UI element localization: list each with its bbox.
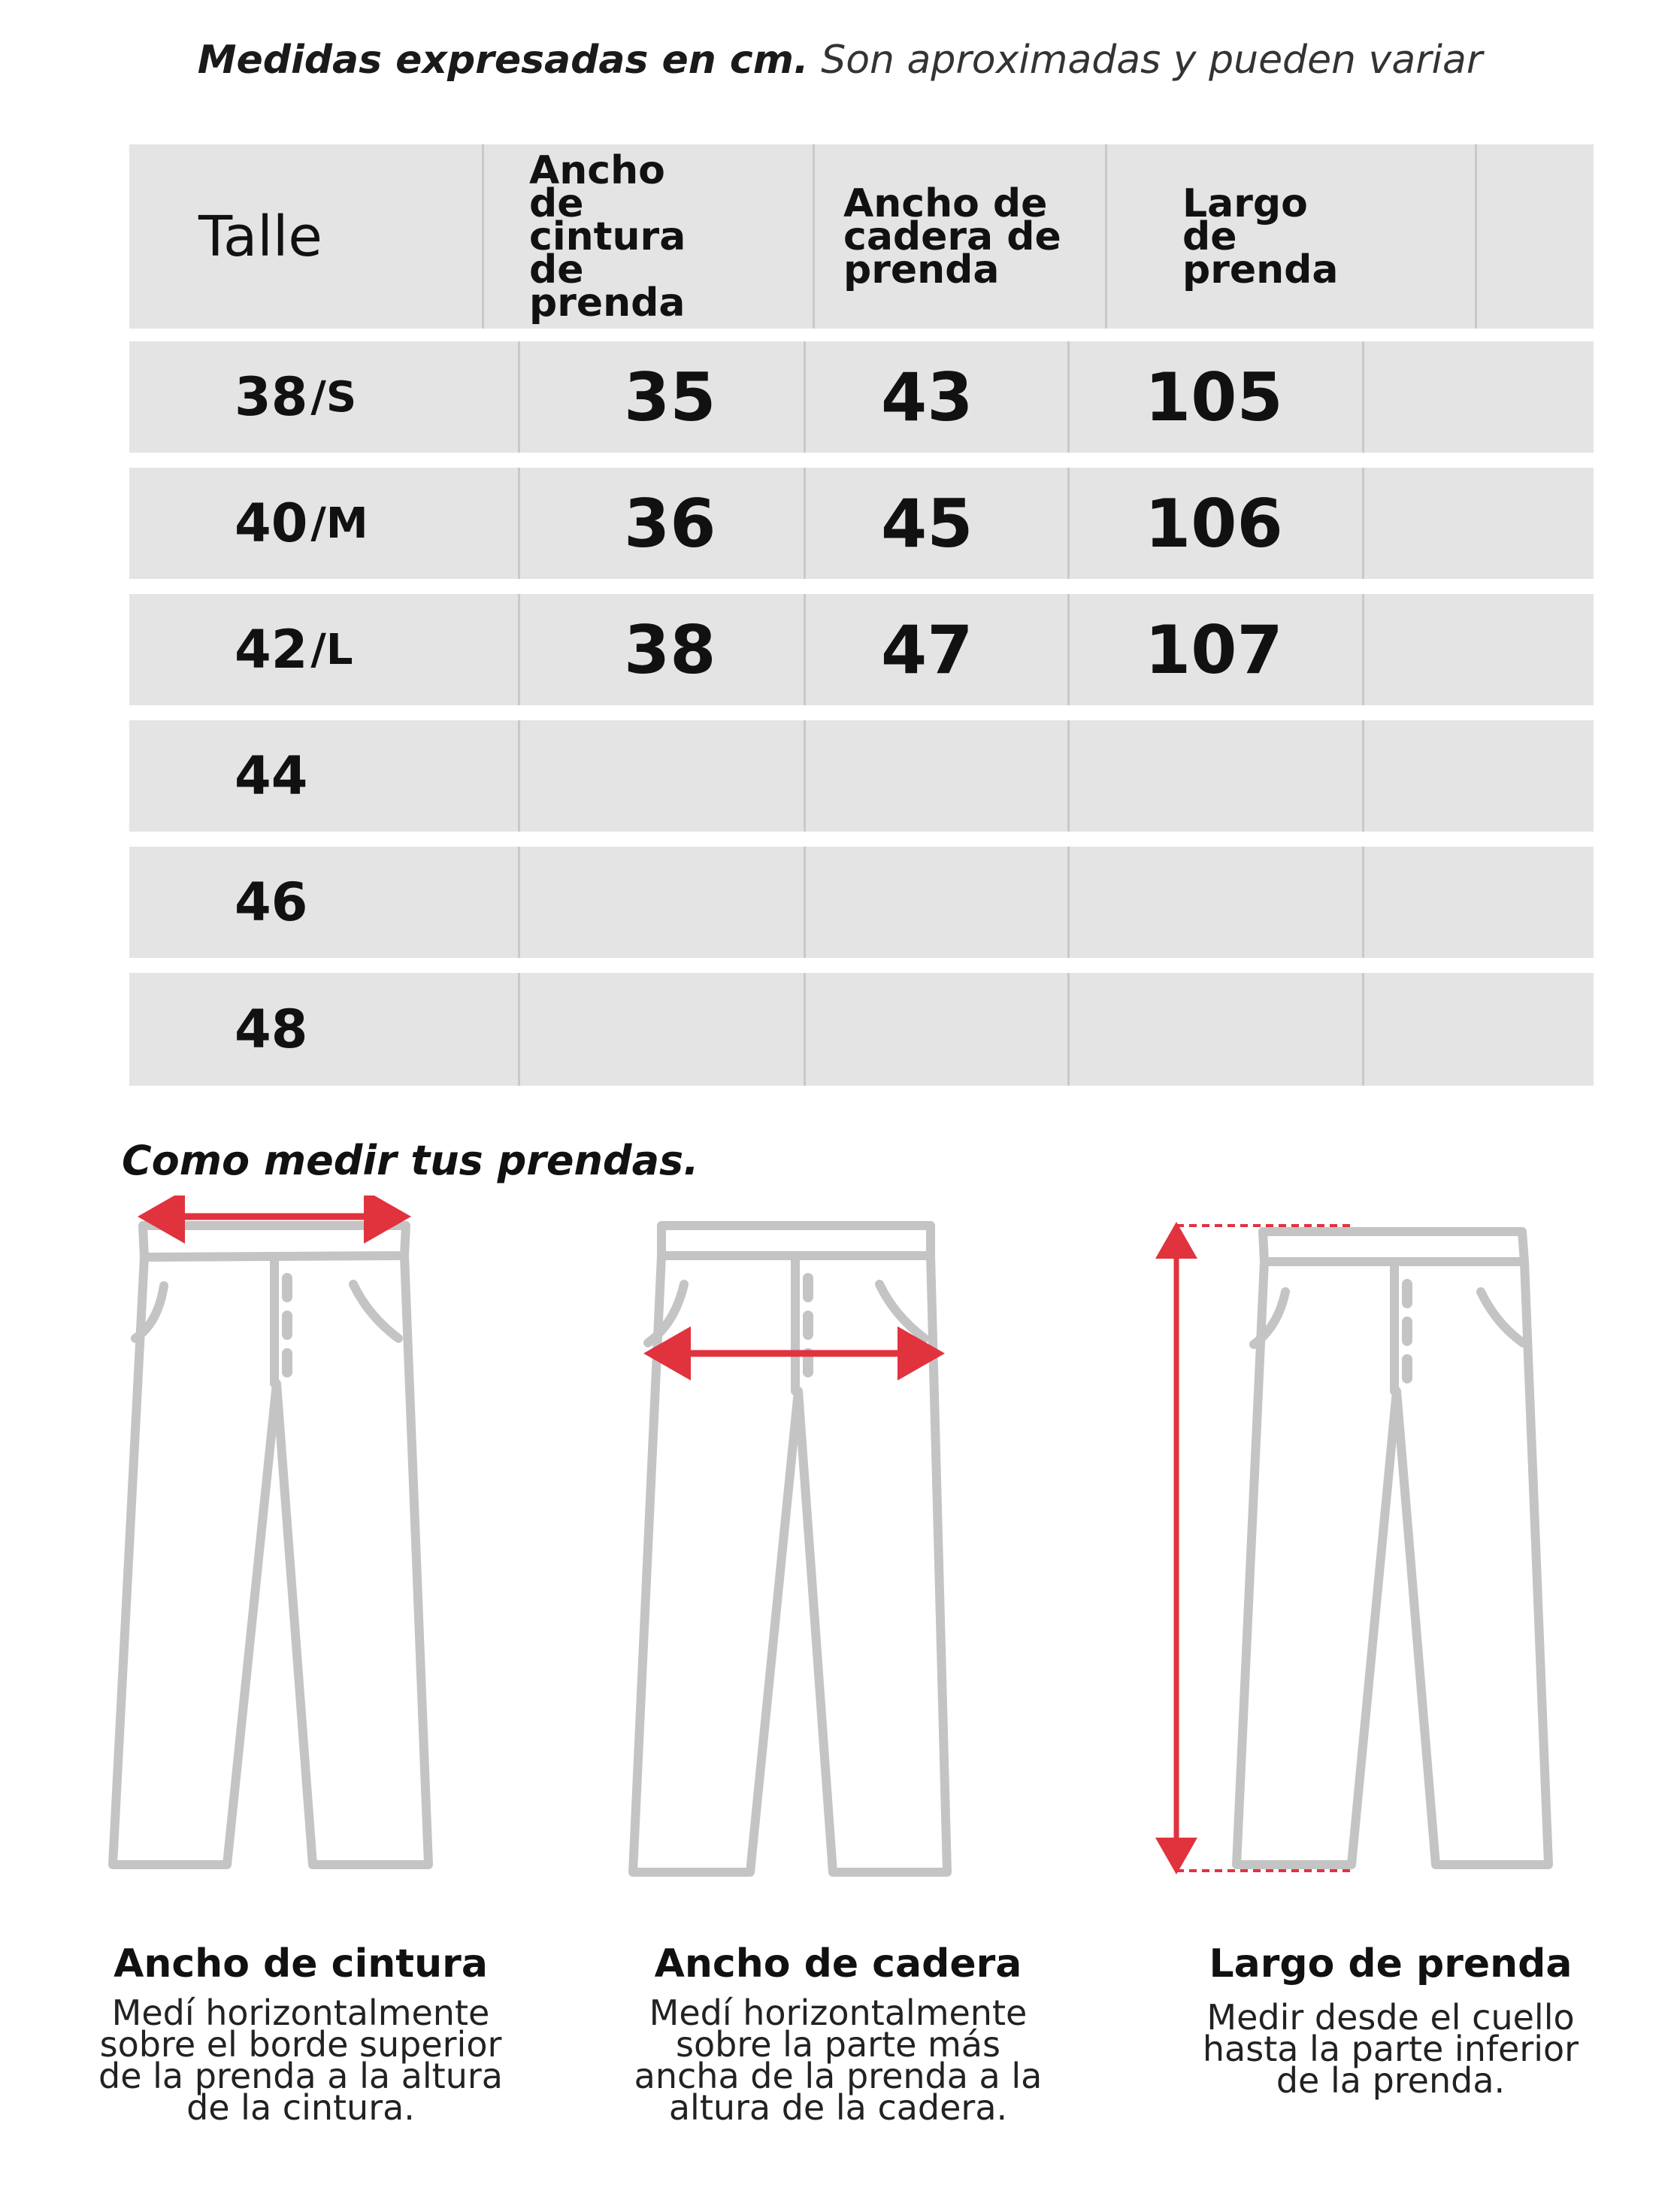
size-cell: 46 [235,871,308,933]
extra-cell [1362,468,1594,579]
waist-cell: 35 [518,341,804,453]
header-talle: Talle [198,204,322,269]
caption-length: Largo de prenda Medir desde el cuello hasta la parte inferior de la prenda. [1202,1941,1579,2101]
hip-cell [804,973,1067,1086]
waist-cell [518,973,804,1086]
table-row [129,720,1594,832]
measurement-note: Medidas expresadas en cm. Son aproximadas y pueden variar [197,38,1483,83]
hip-cell: 47 [804,594,1067,705]
length-cell [1067,973,1362,1086]
waist-cell: 38 [518,594,804,705]
extra-cell [1362,847,1594,958]
table-row [129,847,1594,958]
table-row [129,468,1594,579]
length-cell [1067,720,1362,832]
header-waist: Ancho de cintura de prenda [482,144,813,329]
extra-cell [1362,341,1594,453]
pants-waist-icon [113,1226,428,1865]
length-cell: 106 [1067,468,1362,579]
header-length: Largo de prenda [1105,144,1475,329]
size-cell: 48 [235,999,308,1060]
length-cell: 105 [1067,341,1362,453]
header-extra [1475,144,1594,329]
size-cell: 40 /M [235,492,368,554]
length-cell: 107 [1067,594,1362,705]
table-row [129,594,1594,705]
pants-length-icon [1237,1232,1548,1865]
table-row [129,341,1594,453]
extra-cell [1362,720,1594,832]
caption-hip: Ancho de cadera Medí horizontalmente sobre la parte más ancha de la prenda a la altura de la cadera. [634,1941,1043,2128]
hip-cell [804,720,1067,832]
howto-title: Como medir tus prendas. [122,1137,699,1184]
pants-hip-icon [633,1226,947,1872]
table-header-row [129,144,1594,329]
size-cell: 38 /S [235,366,357,428]
caption-waist: Ancho de cintura Medí horizontalmente sobre el borde superior de la prenda a la altura de la cintura. [98,1941,503,2128]
hip-cell [804,847,1067,958]
length-cell [1067,847,1362,958]
extra-cell [1362,594,1594,705]
hip-cell: 45 [804,468,1067,579]
waist-cell: 36 [518,468,804,579]
extra-cell [1362,973,1594,1086]
size-cell: 44 [235,745,308,807]
size-cell: 42 /L [235,619,353,680]
waist-cell [518,720,804,832]
header-hip: Ancho de cadera de prenda [813,144,1105,329]
table-row [129,973,1594,1086]
hip-cell: 43 [804,341,1067,453]
pants-diagrams [90,1196,1594,1895]
waist-cell [518,847,804,958]
